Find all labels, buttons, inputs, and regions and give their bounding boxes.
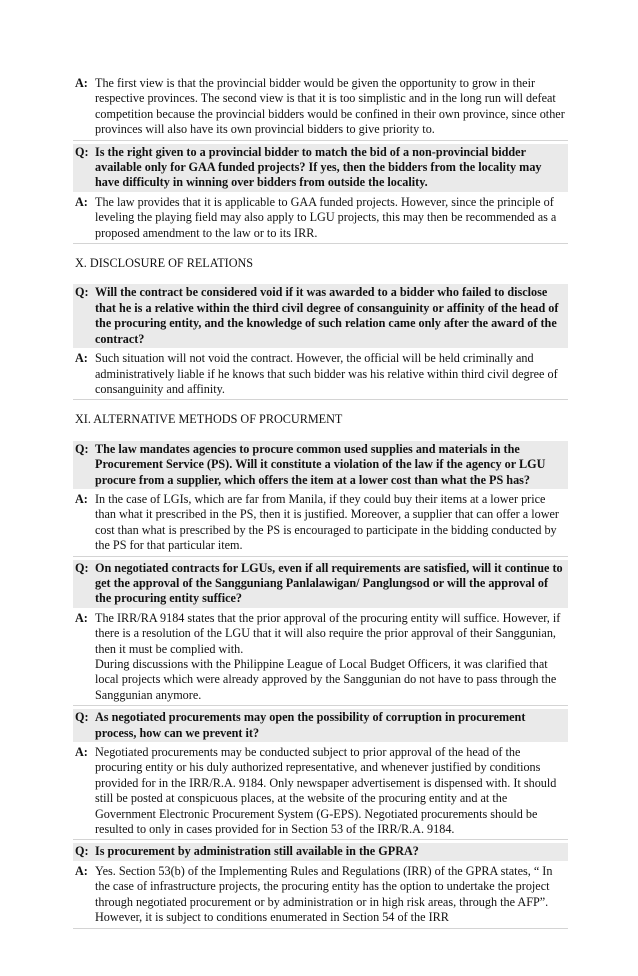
paragraph: On negotiated contracts for LGUs, even if all requirements are satisfied, will it continue to get the approval of the Sangguniang Panlalawigan/ Panglungsod or will the approval of the procuring entity suffice? (95, 560, 563, 606)
answer-row (73, 351, 568, 400)
paragraph: The law mandates agencies to procure common used supplies and materials in the Procurement Service (PS). Will it constitute a violation of the law if the agency or LGU procure from a supplier, which offers the item at a lower cost than what the PS has? (95, 441, 546, 487)
question-label: Q: (75, 285, 89, 300)
question-label: Q: (75, 844, 89, 859)
question-row (73, 843, 568, 860)
section-heading: X. DISCLOSURE OF RELATIONS (75, 256, 254, 271)
paragraph: The first view is that the provincial bidder would be given the opportunity to grow in their respective provinces. The second view is that it is too simplistic and in the long run will defeat competition because the provincial bidders would be confined in their own province, since other provinces will also have its own provincial bidders to give priority to. (95, 76, 565, 137)
answer-text (95, 492, 566, 554)
answer-row (73, 611, 568, 706)
question-text (95, 442, 566, 488)
answer-text (95, 195, 566, 241)
question-text (95, 844, 566, 859)
answer-text (95, 864, 566, 926)
paragraph: Yes. Section 53(b) of the Implementing Rules and Regulations (IRR) of the GPRA states, “ In the case of infrastructure projects, the procuring entity has the option to undertake the project through negotiated procurement or by administration or in high risk areas, through the AFP”. However, it is subject to conditions enumerated in Section 54 of the IRR (95, 863, 553, 925)
answer-text (95, 611, 566, 703)
answer-label: A: (75, 863, 88, 878)
question-text (95, 710, 566, 741)
question-label: Q: (75, 441, 89, 456)
answer-text (95, 76, 566, 138)
section-heading: XI. ALTERNATIVE METHODS OF PROCURMENT (75, 412, 343, 427)
paragraph: During discussions with the Philippine League of Local Budget Officers, it was clarified that local projects which were already approved by the Sanggunian do not have to pass through the Sanggunian anymore. (95, 657, 557, 702)
question-label: Q: (75, 710, 89, 725)
paragraph: Is procurement by administration still available in the GPRA? (95, 844, 419, 859)
paragraph: As negotiated procurements may open the possibility of corruption in procurement process, how can we prevent it? (95, 710, 526, 740)
answer-row (73, 76, 568, 141)
paragraph: Will the contract be considered void if it was awarded to a bidder who failed to disclose that he is a relative within the third civil degree of consanguinity or affinity of the head of the procuring entity, and the knowledge of such relation came only after the award of the contract? (95, 285, 559, 346)
paragraph: Such situation will not void the contract. However, the official will be held criminally and administratively liable if he knows that such bidder was his relative within third civil degree of consanguinity and affinity. (95, 351, 558, 396)
answer-label: A: (75, 745, 88, 760)
question-row (73, 709, 568, 742)
question-row (73, 284, 568, 348)
question-row (73, 441, 568, 489)
question-text (95, 561, 566, 607)
answer-label: A: (75, 610, 88, 625)
answer-row (73, 864, 568, 929)
answer-label: A: (75, 76, 88, 90)
answer-text (95, 745, 566, 837)
answer-label: A: (75, 491, 88, 506)
paragraph: Is the right given to a provincial bidder to match the bid of a non-provincial bidder available only for GAA funded projects? If yes, then the bidders from the locality may have difficulty in winning over bidders from outside the locality. (95, 144, 542, 190)
paragraph: The IRR/RA 9184 states that the prior approval of the procuring entity will suffice. However, if there is a resolution of the LGU that it will also require the prior approval of their Sanggunian, then it must be complied with. (95, 610, 561, 656)
question-label: Q: (75, 144, 89, 159)
answer-label: A: (75, 194, 88, 209)
question-text (95, 285, 566, 347)
question-row (73, 560, 568, 608)
answer-row (73, 195, 568, 244)
question-row (73, 144, 568, 192)
question-text (95, 145, 566, 191)
paragraph: Negotiated procurements may be conducted subject to prior approval of the head of the procuring entity or his duly authorized representative, and whenever justified by conditions provided for in the IRR/R.A. 9184. Only newspaper advertisement is dispensed with. It should still be posted at conspicuous places, at the website of the procuring entity and at the Government Electronic Procurement System (G-EPS). Negotiated procurements should be resulted to only in cases provided for in Section 53 of the IRR/R.A. 9184. (95, 745, 557, 837)
answer-text (95, 351, 566, 397)
question-label: Q: (75, 560, 89, 575)
paragraph: The law provides that it is applicable to GAA funded projects. However, since the principle of leveling the playing field may also apply to LGU projects, this may then be recommended as a proposed amendment to the law or to its IRR. (95, 194, 557, 240)
paragraph: In the case of LGIs, which are far from Manila, if they could buy their items at a lower price than what it prescribed in the PS, then it is justified. Moreover, a supplier that can offer a lower cost than what is prescribed by the PS is encouraged to participate in the bidding conducted by the PS for that particular item. (95, 491, 559, 553)
answer-label: A: (75, 351, 88, 366)
answer-row (73, 492, 568, 557)
faq-content (73, 76, 568, 932)
answer-row (73, 745, 568, 840)
